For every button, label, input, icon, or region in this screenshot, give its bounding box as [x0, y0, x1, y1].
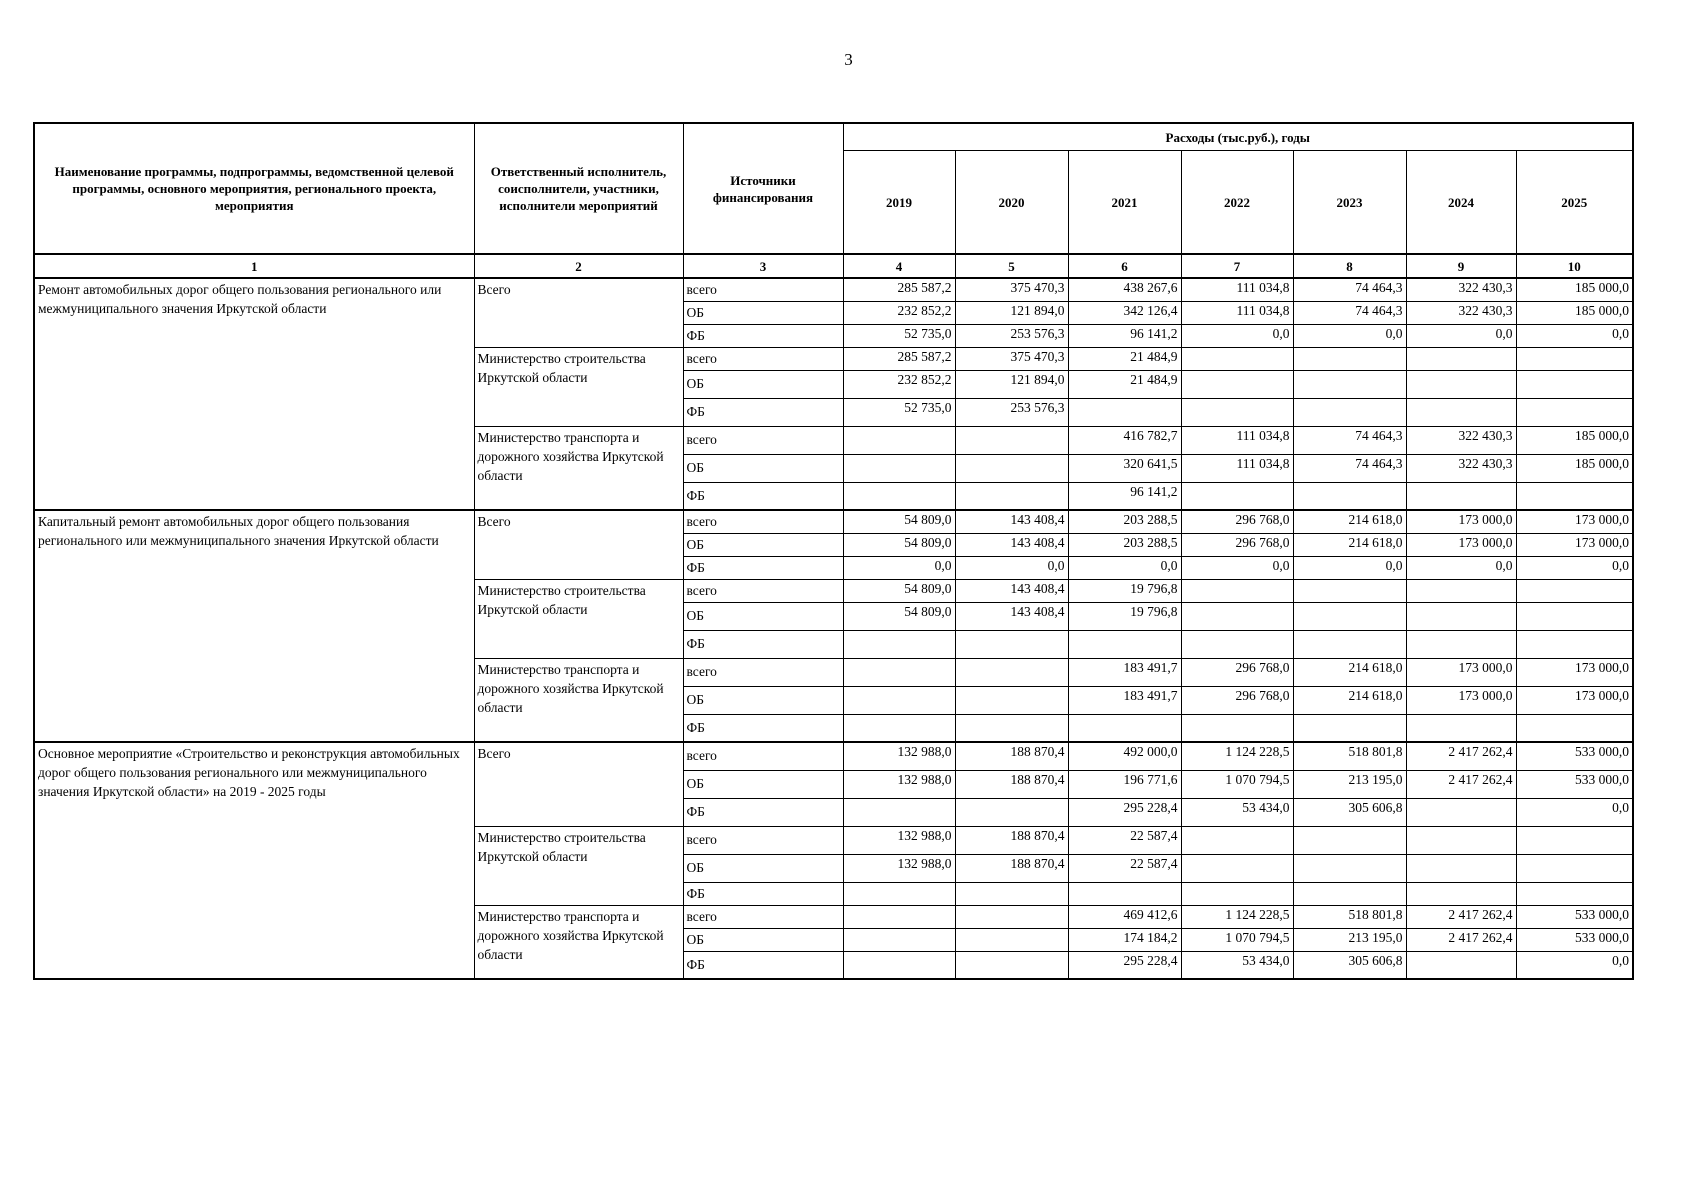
expense-value-cell: 111 034,8: [1181, 278, 1293, 301]
funding-source-cell: ОБ: [683, 854, 843, 882]
expense-value-cell: 0,0: [1406, 556, 1516, 579]
header-expenses: Расходы (тыс.руб.), годы: [843, 123, 1633, 151]
expense-value-cell: [1406, 854, 1516, 882]
expense-value-cell: [1406, 882, 1516, 905]
funding-source-cell: ФБ: [683, 398, 843, 426]
expense-value-cell: 54 809,0: [843, 510, 955, 533]
funding-source-cell: всего: [683, 278, 843, 301]
expense-value-cell: [843, 426, 955, 454]
expense-value-cell: 213 195,0: [1293, 770, 1406, 798]
expense-value-cell: 0,0: [955, 556, 1068, 579]
expense-value-cell: 196 771,6: [1068, 770, 1181, 798]
expense-value-cell: 53 434,0: [1181, 798, 1293, 826]
expense-value-cell: 469 412,6: [1068, 905, 1181, 928]
expense-value-cell: 375 470,3: [955, 278, 1068, 301]
column-number: 7: [1181, 254, 1293, 278]
expense-value-cell: 54 809,0: [843, 602, 955, 630]
funding-source-cell: всего: [683, 347, 843, 370]
expense-value-cell: 188 870,4: [955, 742, 1068, 770]
expense-value-cell: 111 034,8: [1181, 426, 1293, 454]
expense-value-cell: 203 288,5: [1068, 533, 1181, 556]
column-number: 1: [34, 254, 474, 278]
table-header: [34, 123, 1633, 278]
expense-value-cell: 22 587,4: [1068, 826, 1181, 854]
funding-source-cell: ОБ: [683, 686, 843, 714]
expense-value-cell: [1068, 882, 1181, 905]
expense-value-cell: [1181, 602, 1293, 630]
expense-value-cell: 518 801,8: [1293, 742, 1406, 770]
expense-value-cell: 322 430,3: [1406, 278, 1516, 301]
expense-value-cell: 305 606,8: [1293, 951, 1406, 979]
expense-value-cell: 2 417 262,4: [1406, 742, 1516, 770]
expense-value-cell: [843, 630, 955, 658]
expense-value-cell: 533 000,0: [1516, 770, 1633, 798]
header-year: 2023: [1293, 151, 1406, 255]
expense-value-cell: 188 870,4: [955, 770, 1068, 798]
expense-value-cell: [955, 630, 1068, 658]
header-year: 2022: [1181, 151, 1293, 255]
column-number: 6: [1068, 254, 1181, 278]
expense-value-cell: [1516, 398, 1633, 426]
expense-value-cell: [843, 686, 955, 714]
expense-value-cell: [1068, 398, 1181, 426]
funding-source-cell: всего: [683, 742, 843, 770]
expense-value-cell: 0,0: [1516, 556, 1633, 579]
expense-value-cell: 213 195,0: [1293, 928, 1406, 951]
expense-value-cell: 21 484,9: [1068, 347, 1181, 370]
expense-value-cell: 2 417 262,4: [1406, 905, 1516, 928]
expense-value-cell: [1181, 882, 1293, 905]
program-name-cell: Капитальный ремонт автомобильных дорог общего пользования регионального или межмуниципального значения Иркутской области: [34, 510, 474, 742]
responsible-executor-cell: Министерство строительства Иркутской области: [474, 826, 683, 905]
expense-value-cell: [1406, 482, 1516, 510]
expense-value-cell: 185 000,0: [1516, 278, 1633, 301]
expense-value-cell: 121 894,0: [955, 370, 1068, 398]
expense-value-cell: 214 618,0: [1293, 510, 1406, 533]
expense-value-cell: [1293, 347, 1406, 370]
expense-value-cell: 121 894,0: [955, 301, 1068, 324]
expense-value-cell: 22 587,4: [1068, 854, 1181, 882]
expense-value-cell: 185 000,0: [1516, 454, 1633, 482]
expense-value-cell: [955, 714, 1068, 742]
expense-value-cell: 0,0: [1516, 951, 1633, 979]
expense-value-cell: [843, 882, 955, 905]
expense-value-cell: [1406, 951, 1516, 979]
expense-value-cell: [1516, 630, 1633, 658]
expense-value-cell: [1406, 798, 1516, 826]
expense-value-cell: [955, 686, 1068, 714]
expense-value-cell: [955, 951, 1068, 979]
expense-value-cell: [1293, 602, 1406, 630]
expense-value-cell: 52 735,0: [843, 324, 955, 347]
expense-value-cell: [1181, 630, 1293, 658]
expense-value-cell: [1516, 714, 1633, 742]
funding-source-cell: ФБ: [683, 882, 843, 905]
funding-source-cell: всего: [683, 426, 843, 454]
header-year: 2020: [955, 151, 1068, 255]
expense-value-cell: [1406, 398, 1516, 426]
expense-value-cell: [955, 882, 1068, 905]
expense-value-cell: 492 000,0: [1068, 742, 1181, 770]
expense-value-cell: [1293, 826, 1406, 854]
funding-source-cell: ФБ: [683, 714, 843, 742]
expense-value-cell: 322 430,3: [1406, 454, 1516, 482]
expense-value-cell: 143 408,4: [955, 510, 1068, 533]
funding-source-cell: ФБ: [683, 556, 843, 579]
program-name-cell: Основное мероприятие «Строительство и реконструкция автомобильных дорог общего пользования регионального или межмуниципального значения Иркутской области» на 2019 - 2025 годы: [34, 742, 474, 979]
expense-value-cell: 322 430,3: [1406, 301, 1516, 324]
expense-value-cell: [1181, 579, 1293, 602]
expense-value-cell: 285 587,2: [843, 347, 955, 370]
expense-value-cell: 438 267,6: [1068, 278, 1181, 301]
expense-value-cell: [1516, 370, 1633, 398]
funding-source-cell: ОБ: [683, 370, 843, 398]
expense-value-cell: 53 434,0: [1181, 951, 1293, 979]
expense-value-cell: [1293, 854, 1406, 882]
expense-value-cell: 183 491,7: [1068, 658, 1181, 686]
expense-value-cell: [955, 482, 1068, 510]
expense-value-cell: 416 782,7: [1068, 426, 1181, 454]
expense-value-cell: 2 417 262,4: [1406, 770, 1516, 798]
expense-value-cell: 132 988,0: [843, 742, 955, 770]
expense-value-cell: 143 408,4: [955, 533, 1068, 556]
funding-source-cell: ОБ: [683, 301, 843, 324]
expense-value-cell: [843, 714, 955, 742]
expense-value-cell: 305 606,8: [1293, 798, 1406, 826]
expense-value-cell: [955, 658, 1068, 686]
expense-value-cell: [1406, 579, 1516, 602]
expense-value-cell: [1516, 579, 1633, 602]
expense-value-cell: 232 852,2: [843, 370, 955, 398]
expense-value-cell: 533 000,0: [1516, 742, 1633, 770]
responsible-executor-cell: Министерство строительства Иркутской области: [474, 347, 683, 426]
column-number: 8: [1293, 254, 1406, 278]
expense-value-cell: [1068, 630, 1181, 658]
expense-value-cell: [1406, 630, 1516, 658]
expense-value-cell: [955, 454, 1068, 482]
expense-value-cell: [1068, 714, 1181, 742]
funding-source-cell: всего: [683, 579, 843, 602]
expense-value-cell: 203 288,5: [1068, 510, 1181, 533]
expense-value-cell: 188 870,4: [955, 854, 1068, 882]
responsible-executor-cell: Министерство транспорта и дорожного хозяйства Иркутской области: [474, 905, 683, 979]
expense-value-cell: 0,0: [1406, 324, 1516, 347]
expense-value-cell: [1181, 826, 1293, 854]
table-body: [34, 278, 1633, 979]
expense-value-cell: 185 000,0: [1516, 426, 1633, 454]
expense-value-cell: 1 124 228,5: [1181, 905, 1293, 928]
column-number: 5: [955, 254, 1068, 278]
expense-value-cell: [843, 658, 955, 686]
expense-value-cell: [1516, 854, 1633, 882]
expense-value-cell: [1406, 826, 1516, 854]
expense-value-cell: 1 124 228,5: [1181, 742, 1293, 770]
expense-value-cell: 0,0: [1293, 556, 1406, 579]
funding-source-cell: ОБ: [683, 454, 843, 482]
expense-value-cell: [1293, 630, 1406, 658]
header-sources: Источники финансирования: [683, 123, 843, 254]
header-name: Наименование программы, подпрограммы, ведомственной целевой программы, основного мероприятия, регионального проекта, мероприятия: [34, 123, 474, 254]
expense-value-cell: [1516, 826, 1633, 854]
expense-value-cell: 533 000,0: [1516, 905, 1633, 928]
funding-source-cell: ОБ: [683, 928, 843, 951]
expense-value-cell: [1293, 579, 1406, 602]
expense-value-cell: [1293, 370, 1406, 398]
funding-source-cell: ОБ: [683, 602, 843, 630]
responsible-executor-cell: Министерство транспорта и дорожного хозяйства Иркутской области: [474, 658, 683, 742]
column-number: 2: [474, 254, 683, 278]
expense-value-cell: [1406, 370, 1516, 398]
expense-value-cell: 74 464,3: [1293, 454, 1406, 482]
funding-source-cell: ОБ: [683, 770, 843, 798]
expense-value-cell: [1406, 714, 1516, 742]
funding-source-cell: всего: [683, 826, 843, 854]
expense-value-cell: [843, 951, 955, 979]
page-number: 3: [844, 50, 853, 69]
expense-value-cell: 52 735,0: [843, 398, 955, 426]
expense-value-cell: 296 768,0: [1181, 686, 1293, 714]
expense-value-cell: 183 491,7: [1068, 686, 1181, 714]
expense-value-cell: [1181, 398, 1293, 426]
expense-value-cell: 1 070 794,5: [1181, 770, 1293, 798]
expense-value-cell: 214 618,0: [1293, 686, 1406, 714]
expense-value-cell: 0,0: [1516, 324, 1633, 347]
expense-value-cell: 173 000,0: [1406, 658, 1516, 686]
funding-source-cell: ОБ: [683, 533, 843, 556]
expense-value-cell: [1181, 370, 1293, 398]
expense-value-cell: [955, 426, 1068, 454]
budget-table: [33, 122, 1634, 980]
expense-value-cell: [955, 928, 1068, 951]
header-responsible: Ответственный исполнитель, соисполнители, участники, исполнители мероприятий: [474, 123, 683, 254]
expense-value-cell: [1293, 482, 1406, 510]
expense-value-cell: 285 587,2: [843, 278, 955, 301]
header-year: 2019: [843, 151, 955, 255]
expense-value-cell: 0,0: [1293, 324, 1406, 347]
expense-value-cell: 174 184,2: [1068, 928, 1181, 951]
expense-value-cell: [1516, 347, 1633, 370]
header-year: 2025: [1516, 151, 1633, 255]
column-number: 3: [683, 254, 843, 278]
expense-value-cell: 74 464,3: [1293, 278, 1406, 301]
column-number: 10: [1516, 254, 1633, 278]
expense-value-cell: 0,0: [1181, 556, 1293, 579]
expense-value-cell: [1406, 347, 1516, 370]
expense-value-cell: 295 228,4: [1068, 951, 1181, 979]
expense-value-cell: 173 000,0: [1516, 510, 1633, 533]
expense-value-cell: 253 576,3: [955, 324, 1068, 347]
expense-value-cell: [1181, 482, 1293, 510]
expense-value-cell: 185 000,0: [1516, 301, 1633, 324]
expense-value-cell: 96 141,2: [1068, 324, 1181, 347]
expense-value-cell: [955, 905, 1068, 928]
expense-value-cell: [1293, 398, 1406, 426]
expense-value-cell: 143 408,4: [955, 602, 1068, 630]
expense-value-cell: 19 796,8: [1068, 602, 1181, 630]
expense-value-cell: 21 484,9: [1068, 370, 1181, 398]
expense-value-cell: 214 618,0: [1293, 658, 1406, 686]
expense-value-cell: 132 988,0: [843, 854, 955, 882]
responsible-executor-cell: Министерство транспорта и дорожного хозяйства Иркутской области: [474, 426, 683, 510]
expense-value-cell: [1516, 602, 1633, 630]
responsible-executor-cell: Министерство строительства Иркутской области: [474, 579, 683, 658]
expense-value-cell: 173 000,0: [1516, 686, 1633, 714]
table-row: [34, 510, 1633, 533]
expense-value-cell: 342 126,4: [1068, 301, 1181, 324]
expense-value-cell: 111 034,8: [1181, 454, 1293, 482]
expense-value-cell: 2 417 262,4: [1406, 928, 1516, 951]
expense-value-cell: 74 464,3: [1293, 426, 1406, 454]
expense-value-cell: 111 034,8: [1181, 301, 1293, 324]
expense-value-cell: 296 768,0: [1181, 658, 1293, 686]
expense-value-cell: 296 768,0: [1181, 533, 1293, 556]
column-number: 9: [1406, 254, 1516, 278]
expense-value-cell: 375 470,3: [955, 347, 1068, 370]
expense-value-cell: 0,0: [1516, 798, 1633, 826]
expense-value-cell: 253 576,3: [955, 398, 1068, 426]
expense-value-cell: 173 000,0: [1406, 510, 1516, 533]
expense-value-cell: 188 870,4: [955, 826, 1068, 854]
expense-value-cell: 54 809,0: [843, 579, 955, 602]
expense-value-cell: 0,0: [843, 556, 955, 579]
funding-source-cell: ФБ: [683, 951, 843, 979]
expense-value-cell: 173 000,0: [1516, 533, 1633, 556]
expense-value-cell: 296 768,0: [1181, 510, 1293, 533]
expense-value-cell: 322 430,3: [1406, 426, 1516, 454]
funding-source-cell: всего: [683, 905, 843, 928]
expense-value-cell: 173 000,0: [1516, 658, 1633, 686]
expense-value-cell: 320 641,5: [1068, 454, 1181, 482]
expense-value-cell: [1516, 482, 1633, 510]
expense-value-cell: 132 988,0: [843, 826, 955, 854]
expense-value-cell: [955, 798, 1068, 826]
expense-value-cell: [1406, 602, 1516, 630]
responsible-executor-cell: Всего: [474, 278, 683, 347]
funding-source-cell: ФБ: [683, 630, 843, 658]
expense-value-cell: [1516, 882, 1633, 905]
expense-value-cell: 518 801,8: [1293, 905, 1406, 928]
program-name-cell: Ремонт автомобильных дорог общего пользования регионального или межмуниципального значения Иркутской области: [34, 278, 474, 510]
expense-value-cell: [1181, 714, 1293, 742]
expense-value-cell: [843, 454, 955, 482]
funding-source-cell: ФБ: [683, 324, 843, 347]
funding-source-cell: всего: [683, 510, 843, 533]
expense-value-cell: 1 070 794,5: [1181, 928, 1293, 951]
header-year: 2024: [1406, 151, 1516, 255]
table-row: [34, 278, 1633, 301]
funding-source-cell: всего: [683, 658, 843, 686]
expense-value-cell: [843, 482, 955, 510]
responsible-executor-cell: Всего: [474, 510, 683, 579]
expense-value-cell: 54 809,0: [843, 533, 955, 556]
expense-value-cell: [1181, 347, 1293, 370]
expense-value-cell: 132 988,0: [843, 770, 955, 798]
expense-value-cell: 214 618,0: [1293, 533, 1406, 556]
responsible-executor-cell: Всего: [474, 742, 683, 826]
expense-value-cell: 19 796,8: [1068, 579, 1181, 602]
expense-value-cell: [1181, 854, 1293, 882]
expense-value-cell: 0,0: [1068, 556, 1181, 579]
expense-value-cell: 173 000,0: [1406, 533, 1516, 556]
expense-value-cell: 96 141,2: [1068, 482, 1181, 510]
funding-source-cell: ФБ: [683, 798, 843, 826]
expense-value-cell: 173 000,0: [1406, 686, 1516, 714]
expense-value-cell: [843, 905, 955, 928]
expense-value-cell: 0,0: [1181, 324, 1293, 347]
expense-value-cell: 232 852,2: [843, 301, 955, 324]
expense-value-cell: 143 408,4: [955, 579, 1068, 602]
expense-value-cell: 74 464,3: [1293, 301, 1406, 324]
expense-value-cell: 533 000,0: [1516, 928, 1633, 951]
column-number: 4: [843, 254, 955, 278]
expense-value-cell: [1293, 714, 1406, 742]
expense-value-cell: [843, 928, 955, 951]
header-year: 2021: [1068, 151, 1181, 255]
expense-value-cell: [1293, 882, 1406, 905]
funding-source-cell: ФБ: [683, 482, 843, 510]
expense-value-cell: [843, 798, 955, 826]
table-row: [34, 742, 1633, 770]
expense-value-cell: 295 228,4: [1068, 798, 1181, 826]
